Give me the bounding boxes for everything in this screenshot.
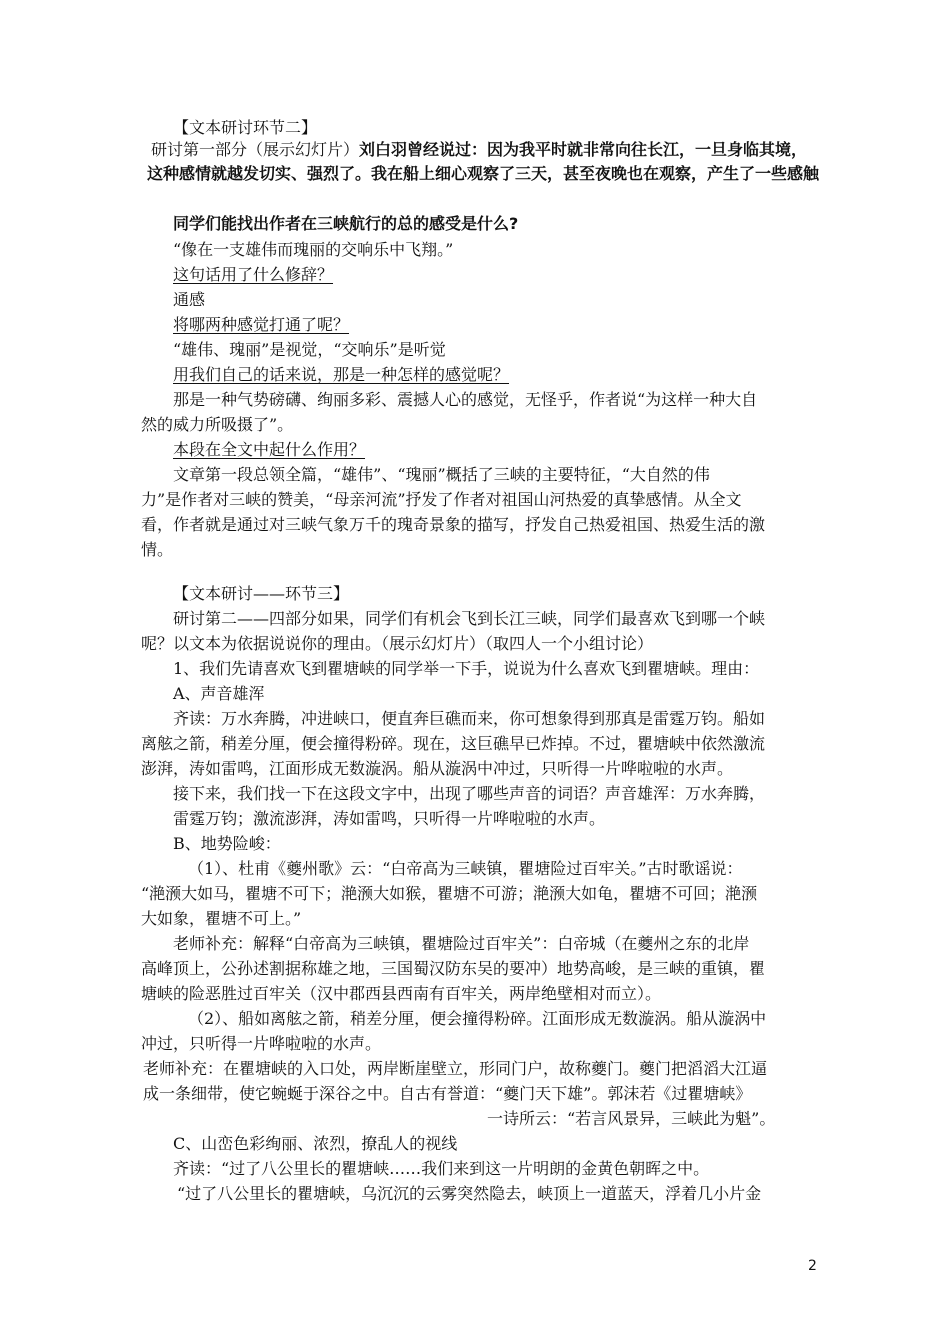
answer-5-line1: 文章第一段总领全篇，“雄伟”、“瑰丽”概括了三峡的主要特征，“大自然的伟: [173, 465, 710, 484]
question-4: 用我们自己的话来说，那是一种怎样的感觉呢？: [173, 365, 510, 384]
question-3: 将哪两种感觉打通了呢？: [173, 315, 350, 334]
next-line1: 接下来，我们找一下在这段文字中，出现了哪些声音的词语？声音雄浑：万水奔腾，: [173, 784, 766, 803]
section2-intro-line2: 这种感情就越发切实、强烈了。我在船上细心观察了三天，甚至夜晚也在观察，产生了一些感触: [147, 164, 820, 183]
question-5: 本段在全文中起什么作用？: [173, 440, 366, 459]
teacher-2-line3: 一诗所云：“若言风景异，三峡此为魁”。: [487, 1109, 776, 1128]
section2-intro-lead: 研讨第一部分（展示幻灯片）: [151, 140, 360, 159]
item-1: 1、我们先请喜欢飞到瞿塘峡的同学举一下手，说说为什么喜欢飞到瞿塘峡。理由：: [173, 659, 760, 678]
answer-4-line2: 然的威力所吸摄了”。: [141, 415, 294, 434]
section2-intro-bold1: 刘白羽曾经说过：因为我平时就非常向往长江，一旦身临其境，: [359, 140, 808, 159]
next-line2: 雷霆万钧；激流澎湃，涛如雷鸣，只听得一片哗啦啦的水声。: [173, 809, 606, 828]
answer-4-line1: 那是一种气势磅礴、绚丽多彩、震撼人心的感觉，无怪乎，作者说“为这样一种大自: [173, 390, 758, 409]
b1-line2: “滟滪大如马，瞿塘不可下；滟滪大如猴，瞿塘不可游；滟滪大如龟，瞿塘不可回；滟滪: [141, 884, 758, 903]
quote-c: “过了八公里长的瞿塘峡，乌沉沉的云雾突然隐去，峡顶上一道蓝天，浮着几小片金: [177, 1184, 762, 1203]
read-a-line3: 澎湃，涛如雷鸣，江面形成无数漩涡。船从漩涡中冲过，只听得一片哗啦啦的水声。: [141, 759, 734, 778]
point-c: C、山峦色彩绚丽、浓烈，撩乱人的视线: [173, 1134, 458, 1153]
teacher-2-line1: 老师补充：在瞿塘峡的入口处，两岸断崖壁立，形同门户，故称夔门。夔门把滔滔大江逼: [143, 1059, 768, 1078]
read-a-line1: 齐读：万水奔腾，冲进峡口，便直奔巨礁而来，你可想象得到那真是雷霆万钧。船如: [173, 709, 766, 728]
teacher-1-line1: 老师补充：解释“白帝高为三峡镇，瞿塘险过百牢关”：白帝城（在夔州之东的北岸: [173, 934, 750, 953]
answer-5-line2: 力”是作者对三峡的赞美，“母亲河流”抒发了作者对祖国山河热爱的真挚感情。从全文: [141, 490, 742, 509]
answer-2: 通感: [173, 290, 206, 309]
question-2: 这句话用了什么修辞？: [173, 265, 334, 284]
b1-line3: 大如象，瞿塘不可上。”: [141, 909, 302, 928]
page-number: 2: [808, 1258, 817, 1274]
b2-line2: 冲过，只听得一片哗啦啦的水声。: [141, 1034, 382, 1053]
read-c: 齐读：“过了八公里长的瞿塘峡……我们来到这一片明朗的金黄色朝晖之中。: [173, 1159, 710, 1178]
teacher-2-line2: 成一条细带，使它蜿蜒于深谷之中。自古有誉道：“夔门天下雄”。郭沫若《过瞿塘峡》: [143, 1084, 752, 1103]
answer-5-line4: 情。: [141, 540, 174, 559]
answer-5-line3: 看，作者就是通过对三峡气象万千的瑰奇景象的描写，抒发自己热爱祖国、热爱生活的激: [141, 515, 766, 534]
b2-line1: （2）、船如离舷之箭，稍差分厘，便会撞得粉碎。江面形成无数漩涡。船从漩涡中: [188, 1009, 767, 1028]
teacher-1-line2: 高峰顶上，公孙述割据称雄之地，三国蜀汉防东吴的要冲）地势高峻，是三峡的重镇，瞿: [141, 959, 766, 978]
read-a-line2: 离舷之箭，稍差分厘，便会撞得粉碎。现在，这巨礁早已炸掉。不过，瞿塘峡中依然激流: [141, 734, 766, 753]
b1-line1: （1）、杜甫《夔州歌》云：“白帝高为三峡镇，瞿塘险过百牢关。”古时歌谣说：: [188, 859, 743, 878]
teacher-1-line3: 塘峡的险恶胜过百牢关（汉中郡西县西南有百牢关，两岸绝壁相对而立）。: [141, 984, 662, 1003]
point-a: A、声音雄浑: [173, 684, 265, 703]
section3-intro-line1: 研讨第二——四部分如果，同学们有机会飞到长江三峡，同学们最喜欢飞到哪一个峡: [173, 609, 766, 628]
answer-3: “雄伟、瑰丽”是视觉，“交响乐”是听觉: [173, 340, 446, 359]
question-1: 同学们能找出作者在三峡航行的总的感受是什么?: [173, 214, 519, 233]
section2-intro-line1: [151, 140, 807, 160]
section3-intro-line2: 呢？以文本为依据说说你的理由。（展示幻灯片）（取四人一个小组讨论）: [141, 634, 654, 653]
section3-heading: 【文本研讨——环节三】: [173, 584, 350, 603]
point-b: B、地势险峻：: [173, 834, 281, 853]
section2-heading: 【文本研讨环节二】: [173, 118, 318, 137]
quote-1: “像在一支雄伟而瑰丽的交响乐中飞翔。”: [173, 240, 454, 259]
